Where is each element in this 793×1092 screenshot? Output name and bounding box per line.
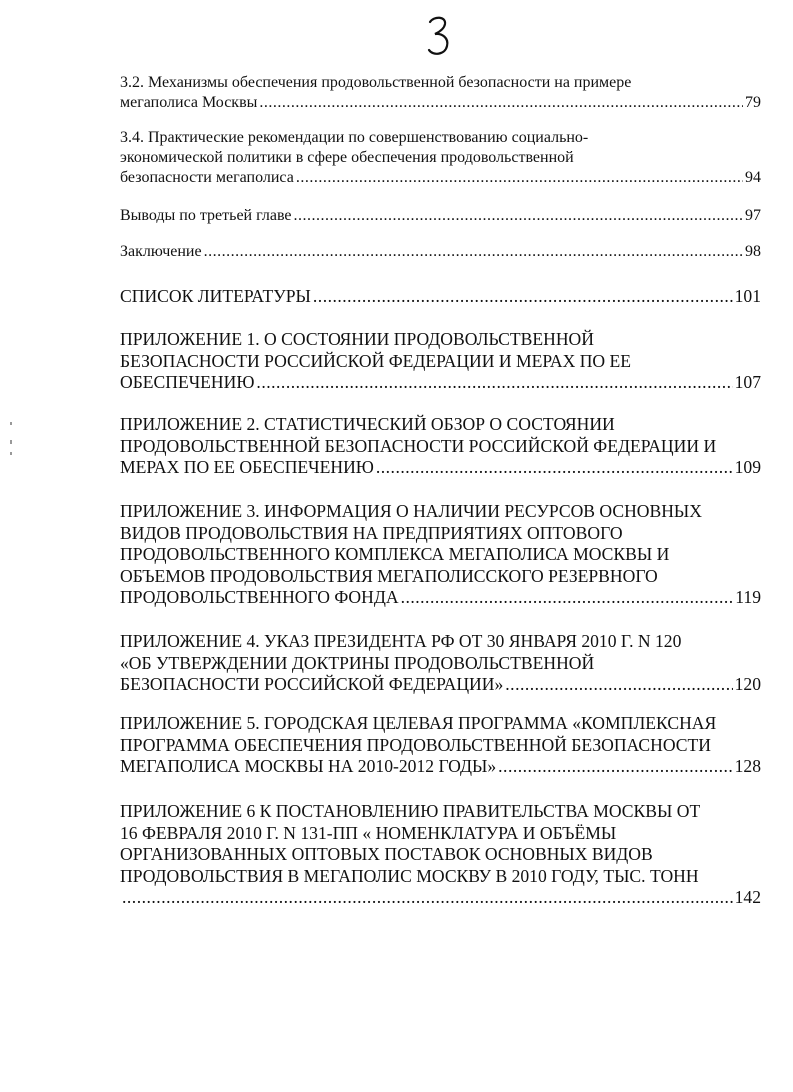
toc-entry-leader-line: [120, 206, 761, 226]
toc-entry[interactable]: [120, 128, 761, 188]
dot-leader: [204, 242, 743, 262]
toc-entry-title: безопасности мегаполиса: [120, 169, 294, 186]
toc-page-number: 101: [734, 286, 761, 306]
toc-entry[interactable]: [120, 286, 761, 308]
toc-entry-line: ПРИЛОЖЕНИЕ 5. ГОРОДСКАЯ ЦЕЛЕВАЯ ПРОГРАММА «КОМПЛЕКСНАЯ: [120, 713, 717, 733]
toc-entry-title: БЕЗОПАСНОСТИ РОССИЙСКОЙ ФЕДЕРАЦИИ»: [120, 674, 504, 694]
toc-entry-line: ОБЪЕМОВ ПРОДОВОЛЬСТВИЯ МЕГАПОЛИССКОГО РЕЗЕРВНОГО: [120, 565, 658, 586]
toc-entry-line: БЕЗОПАСНОСТИ РОССИЙСКОЙ ФЕДЕРАЦИИ И МЕРАХ ПО ЕЕ: [120, 350, 631, 371]
toc-entry-line: ПРОДОВОЛЬСТВЕННОЙ БЕЗОПАСНОСТИ РОССИЙСКОЙ ФЕДЕРАЦИИ И: [120, 435, 717, 456]
toc-entry[interactable]: [120, 329, 761, 394]
toc-entry-leader-line: [120, 457, 761, 479]
dot-leader: [256, 372, 732, 394]
toc-entry-line: 16 ФЕВРАЛЯ 2010 Г. N 131-ПП « НОМЕНКЛАТУРА И ОБЪЁМЫ: [120, 822, 617, 843]
toc-entry-leader-line: [120, 168, 761, 188]
toc-entry-leader-line: [120, 372, 761, 394]
dot-leader: [313, 286, 733, 308]
toc-entry-line: 3.2. Механизмы обеспечения продовольственной безопасности на примере: [120, 74, 632, 91]
toc-page-number: 120: [734, 674, 761, 694]
dot-leader: [401, 587, 734, 609]
toc-entry-leader-line: [120, 756, 761, 778]
toc-entry-title: Заключение: [120, 243, 202, 260]
dot-leader: [259, 93, 743, 113]
toc-entry-line: ПРОГРАММА ОБЕСПЕЧЕНИЯ ПРОДОВОЛЬСТВЕННОЙ БЕЗОПАСНОСТИ: [120, 734, 711, 755]
toc-page-number: 97: [745, 207, 761, 224]
toc-entry[interactable]: [120, 501, 761, 609]
toc-entry-title: Выводы по третьей главе: [120, 207, 292, 224]
toc-entry-leader-line: [120, 887, 761, 909]
toc-entry-leader-line: [120, 674, 761, 696]
toc-page-number: 79: [745, 94, 761, 111]
toc-entry-line: ПРОДОВОЛЬСТВЕННОГО КОМПЛЕКСА МЕГАПОЛИСА МОСКВЫ И: [120, 544, 670, 564]
toc-entry-title: ПРОДОВОЛЬСТВЕННОГО ФОНДА: [120, 587, 399, 607]
table-of-contents: [120, 0, 761, 1092]
toc-entry-title: СПИСОК ЛИТЕРАТУРЫ: [120, 286, 311, 306]
toc-entry-leader-line: [120, 242, 761, 262]
toc-entry-line: ПРИЛОЖЕНИЕ 3. ИНФОРМАЦИЯ О НАЛИЧИИ РЕСУРСОВ ОСНОВНЫХ: [120, 501, 702, 521]
toc-entry[interactable]: [120, 414, 761, 479]
toc-entry-title: мегаполиса Москвы: [120, 94, 258, 111]
toc-entry-line: «ОБ УТВЕРЖДЕНИИ ДОКТРИНЫ ПРОДОВОЛЬСТВЕННОЙ: [120, 652, 595, 673]
toc-page-number: 94: [745, 169, 761, 186]
toc-entry-line: ПРИЛОЖЕНИЕ 6 К ПОСТАНОВЛЕНИЮ ПРАВИТЕЛЬСТВА МОСКВЫ ОТ: [120, 801, 701, 821]
toc-entry-line: ПРОДОВОЛЬСТВИЯ В МЕГАПОЛИС МОСКВУ В 2010 ГОДУ, ТЫС. ТОНН: [120, 865, 699, 886]
dot-leader: [294, 206, 744, 226]
toc-entry[interactable]: [120, 713, 761, 778]
toc-page-number: 142: [734, 887, 761, 907]
toc-entry-title: МЕРАХ ПО ЕЕ ОБЕСПЕЧЕНИЮ: [120, 457, 374, 477]
toc-entry[interactable]: [120, 242, 761, 262]
toc-entry[interactable]: [120, 73, 761, 113]
scan-artifact: [10, 420, 13, 460]
toc-entry-line: ОРГАНИЗОВАННЫХ ОПТОВЫХ ПОСТАВОК ОСНОВНЫХ ВИДОВ: [120, 844, 653, 864]
toc-entry-line: экономической политики в сфере обеспечения продовольственной: [120, 149, 574, 166]
dot-leader: [498, 756, 732, 778]
dot-leader: [376, 457, 733, 479]
toc-entry-line: ПРИЛОЖЕНИЕ 1. О СОСТОЯНИИ ПРОДОВОЛЬСТВЕННОЙ: [120, 329, 594, 349]
toc-page-number: 98: [745, 243, 761, 260]
toc-entry-line: ПРИЛОЖЕНИЕ 4. УКАЗ ПРЕЗИДЕНТА РФ ОТ 30 ЯНВАРЯ 2010 Г. N 120: [120, 631, 682, 651]
toc-entry-line: ВИДОВ ПРОДОВОЛЬСТВИЯ НА ПРЕДПРИЯТИЯХ ОПТОВОГО: [120, 522, 623, 543]
toc-page-number: 128: [734, 756, 761, 776]
toc-entry[interactable]: [120, 631, 761, 696]
toc-entry-leader-line: [120, 286, 761, 308]
toc-entry-line: 3.4. Практические рекомендации по совершенствованию социально-: [120, 129, 589, 146]
dot-leader: [122, 887, 733, 909]
toc-page-number: 119: [735, 587, 761, 607]
toc-entry-leader-line: [120, 93, 761, 113]
toc-page-number: 109: [734, 457, 761, 477]
toc-page-number: 107: [734, 372, 761, 392]
toc-entry[interactable]: [120, 206, 761, 226]
toc-entry-line: ПРИЛОЖЕНИЕ 2. СТАТИСТИЧЕСКИЙ ОБЗОР О СОСТОЯНИИ: [120, 414, 615, 434]
toc-entry-leader-line: [120, 587, 761, 609]
toc-entry-title: МЕГАПОЛИСА МОСКВЫ НА 2010-2012 ГОДЫ»: [120, 756, 497, 776]
toc-entry[interactable]: [120, 801, 761, 909]
dot-leader: [505, 674, 732, 696]
toc-entry-title: ОБЕСПЕЧЕНИЮ: [120, 372, 255, 392]
dot-leader: [296, 168, 743, 188]
